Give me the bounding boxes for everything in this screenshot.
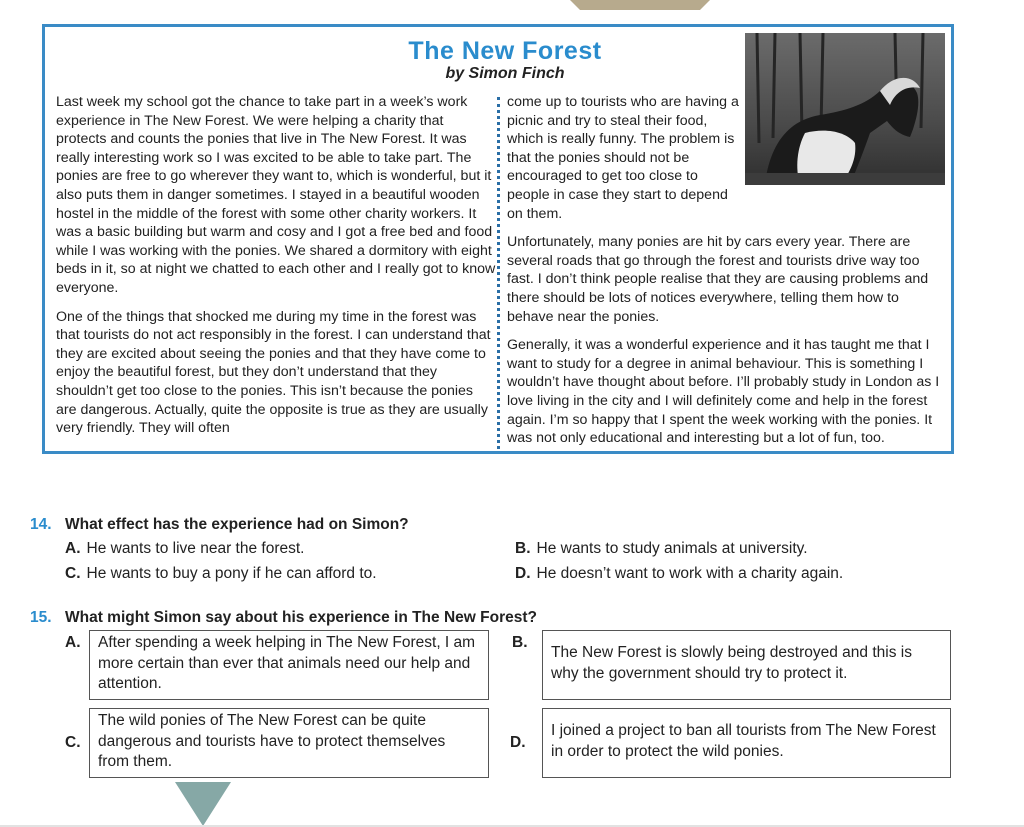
option-text: He wants to buy a pony if he can afford to. (86, 565, 377, 582)
top-tab-decoration (570, 0, 710, 10)
bottom-tab-decoration (175, 782, 231, 826)
article-left-column (56, 93, 496, 448)
article-title: The New Forest (408, 37, 602, 65)
question-15-number: 15. (30, 609, 52, 626)
question-14-number: 14. (30, 516, 52, 533)
q14-option-a[interactable] (65, 540, 304, 558)
paragraph: Last week my school got the chance to take part in a week’s work experience in The New Forest. We were helping a charity that protects and counts the ponies that live in The New Forest. It was really interesting work so I was excited to be able to take part. The ponies are free to go wherever they want to, which is wonderful, but it also puts them in danger sometimes. I stayed in a beautiful wooden hostel in the middle of the forest with some other charity workers. It was a basic building but warm and cosy and I got a free bed and food while I was working with the ponies. We shared a dormitory with eight beds in it, so at night we chatted to each other and I really got to know everyone. (56, 94, 496, 296)
option-letter: A. (65, 540, 81, 557)
option-letter: D. (515, 565, 531, 582)
q14-option-c[interactable] (65, 565, 377, 583)
pony-photo (745, 33, 945, 185)
option-text: He wants to study animals at university. (536, 540, 808, 557)
q15-letter-a: A. (65, 634, 81, 651)
q15-option-a[interactable]: After spending a week helping in The New Forest, I am more certain than ever that animals need our help and attention. (89, 630, 489, 700)
q15-option-c[interactable]: The wild ponies of The New Forest can be quite dangerous and tourists have to protect themselves from them. (89, 708, 489, 778)
article-box (42, 24, 954, 454)
q15-letter-c: C. (65, 734, 81, 751)
question-15-text: What might Simon say about his experience in The New Forest? (65, 609, 537, 626)
q14-option-d[interactable] (515, 565, 843, 583)
q15-option-b[interactable]: The New Forest is slowly being destroyed and this is why the government should try to protect it. (542, 630, 951, 700)
paragraph: One of the things that shocked me during my time in the forest was that tourists do not act responsibly in the forest. I can understand that they are excited about seeing the ponies and that they have come to enjoy the beautiful forest, but they don’t understand that they shouldn’t get too close to the ponies. This isn’t because the ponies are dangerous. Actually, quite the opposite is true as they are usually very friendly. They will often (56, 308, 491, 437)
article-byline: by Simon Finch (445, 65, 565, 82)
q15-letter-b: B. (512, 634, 528, 651)
paragraph: Unfortunately, many ponies are hit by cars every year. There are several roads that go through the forest and tourists drive way too fast. I don’t think people realise that they are causing problems and there should be lots of notices everywhere, telling them how to behave near the ponies. (507, 234, 929, 325)
column-divider (497, 97, 500, 449)
option-letter: C. (65, 565, 81, 582)
paragraph: Generally, it was a wonderful experience and it has taught me that I want to study for a degree in animal behaviour. This is something I wouldn’t have thought about before. I’ll probably study in London as I love living in the city and I will definitely come and help in the forest again. I’m so happy that I spent the week working with the ponies. It was not only educational and interesting but a lot of fun, too. (507, 337, 940, 447)
q15-option-d[interactable]: I joined a project to ban all tourists from The New Forest in order to protect the wild ponies. (542, 708, 951, 778)
q14-option-b[interactable] (515, 540, 808, 558)
q15-letter-d: D. (510, 734, 526, 751)
option-letter: B. (515, 540, 531, 557)
option-text: He wants to live near the forest. (86, 540, 305, 557)
question-14-text: What effect has the experience had on Simon? (65, 516, 409, 533)
option-text: He doesn’t want to work with a charity again. (536, 565, 844, 582)
paragraph: come up to tourists who are having a picnic and try to steal their food, which is really funny. The problem is that the ponies should not be encouraged to get too close to people in case they start to depend on them. (507, 94, 739, 222)
